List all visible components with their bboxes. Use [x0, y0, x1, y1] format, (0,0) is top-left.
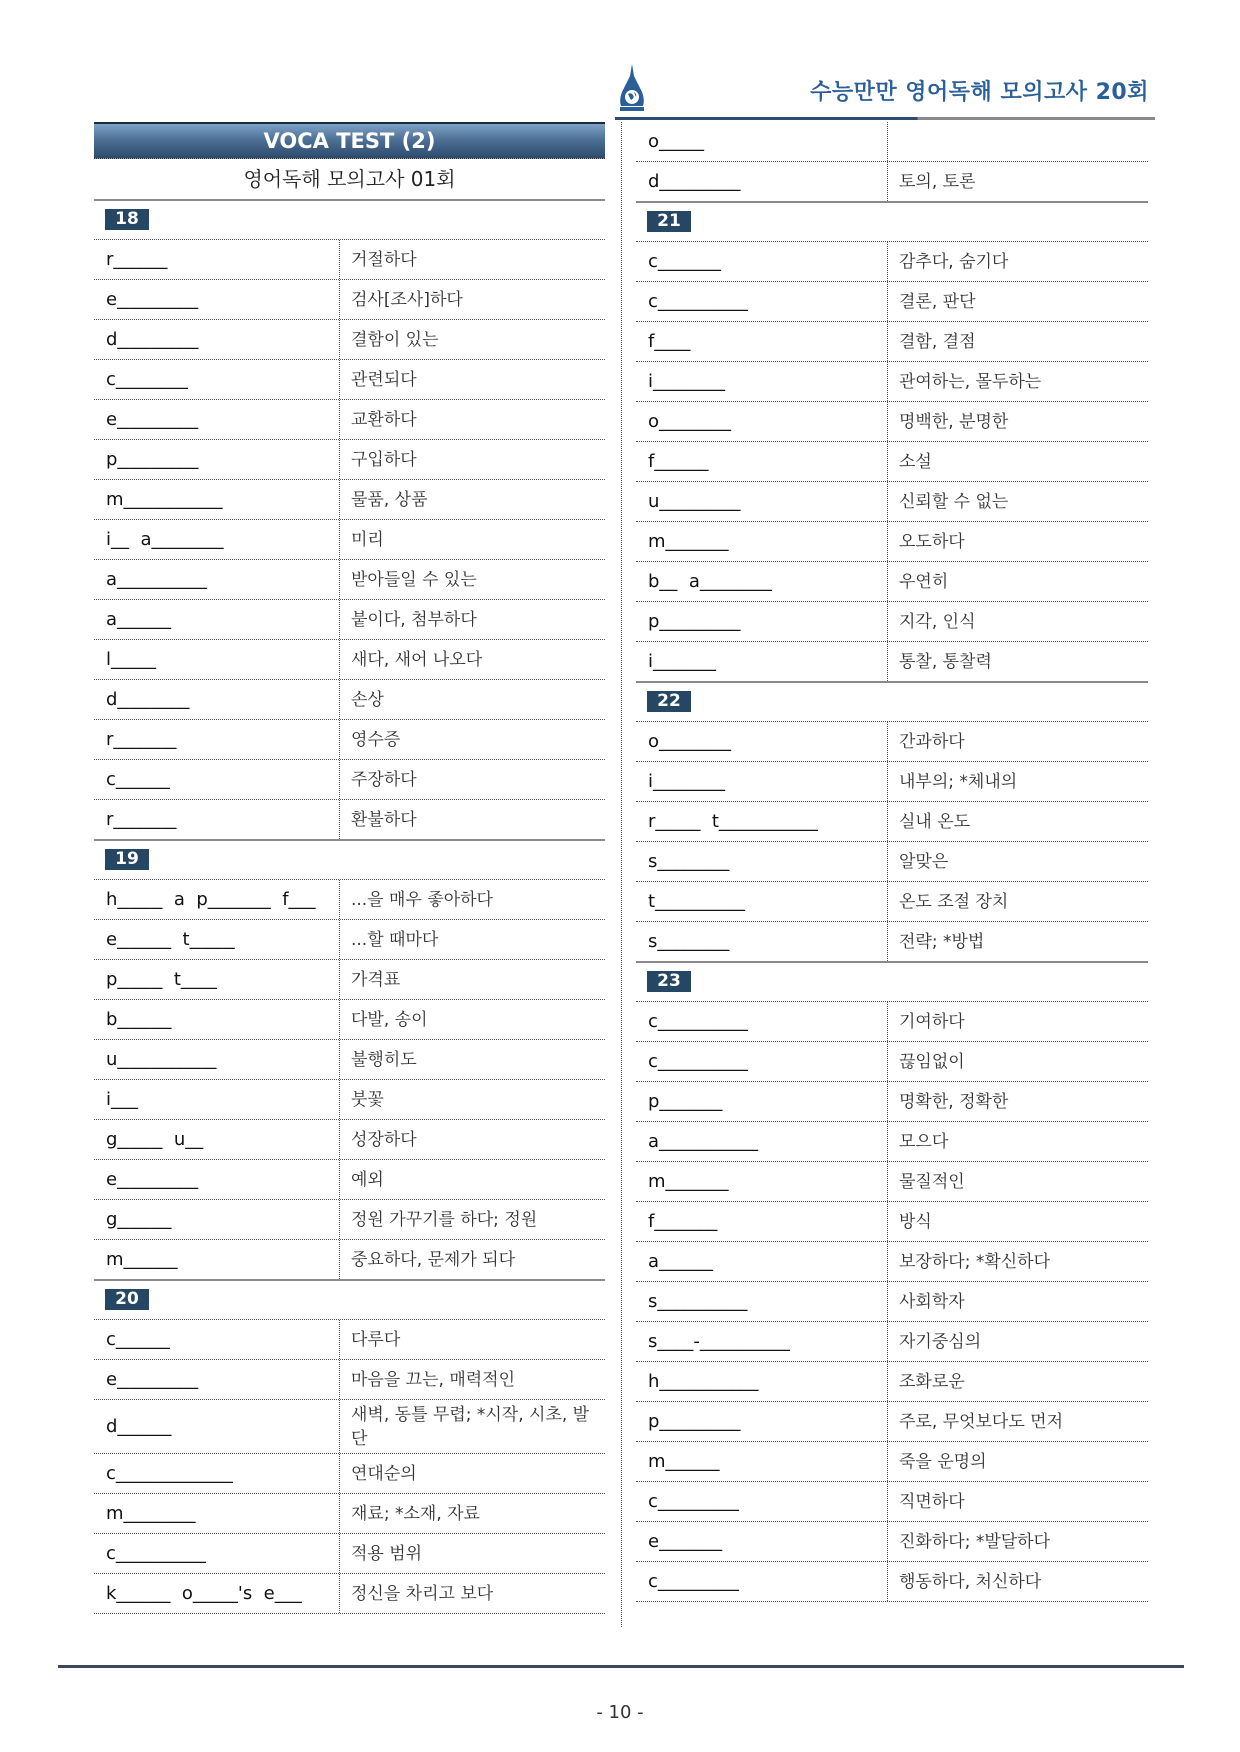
english-blank[interactable]: e_________ [94, 1360, 340, 1399]
vocab-section [94, 1281, 605, 1614]
korean-meaning: 교환하다 [351, 409, 417, 430]
korean-meaning: 죽을 운명의 [899, 1451, 987, 1472]
korean-meaning: 적용 범위 [351, 1543, 423, 1564]
english-blank[interactable]: i__ a________ [94, 520, 340, 559]
korean-meaning: 자기중심의 [899, 1331, 982, 1352]
korean-meaning: 온도 조절 장치 [899, 891, 1009, 912]
english-blank[interactable]: l_____ [94, 640, 340, 679]
korean-meaning: 구입하다 [351, 449, 417, 470]
vocab-row [636, 482, 1148, 522]
vocab-row [94, 720, 605, 760]
vocab-row [636, 1562, 1148, 1602]
question-number-badge: 20 [105, 1289, 149, 1310]
korean-meaning: 물품, 상품 [351, 489, 428, 510]
vocab-row [636, 1122, 1148, 1162]
korean-meaning: 환불하다 [351, 809, 417, 830]
english-blank[interactable]: p_____ t____ [94, 960, 340, 999]
vocab-row [636, 802, 1148, 842]
korean-meaning: 사회학자 [899, 1291, 965, 1312]
english-blank[interactable]: c__________ [636, 1042, 888, 1081]
vocab-row [636, 1082, 1148, 1122]
english-blank[interactable]: u_________ [636, 482, 888, 521]
korean-meaning: 알맞은 [899, 851, 949, 872]
vocab-row [94, 320, 605, 360]
english-blank[interactable]: c_____________ [94, 1454, 340, 1493]
section-header [636, 683, 1148, 722]
section-header [94, 841, 605, 880]
question-number-badge: 23 [647, 971, 691, 992]
korean-meaning: 관여하는, 몰두하는 [899, 371, 1042, 392]
korean-meaning: 연대순의 [351, 1463, 417, 1484]
vocab-row [94, 640, 605, 680]
vocab-row [94, 520, 605, 560]
korean-meaning: 내부의; *체내의 [899, 771, 1018, 792]
vocab-row [94, 360, 605, 400]
korean-meaning: 조화로운 [899, 1371, 965, 1392]
section-header [636, 963, 1148, 1002]
english-blank[interactable]: r______ [94, 240, 340, 279]
english-blank[interactable]: g______ [94, 1200, 340, 1239]
section-header [636, 203, 1148, 242]
right-sections [636, 122, 1148, 1602]
korean-meaning: 실내 온도 [899, 811, 971, 832]
vocab-row [94, 1494, 605, 1534]
vocab-row [636, 602, 1148, 642]
english-blank[interactable]: o________ [636, 722, 888, 761]
vocab-row [94, 680, 605, 720]
vocab-row [94, 1400, 605, 1454]
vocab-row [636, 842, 1148, 882]
korean-meaning: 토의, 토론 [899, 171, 976, 192]
korean-meaning: 새벽, 동틀 무렵; *시작, 시초, 발단 [351, 1404, 590, 1449]
english-blank[interactable]: r_______ [94, 720, 340, 759]
korean-meaning: 신뢰할 수 없는 [899, 491, 1009, 512]
english-blank[interactable]: r_______ [94, 800, 340, 839]
korean-meaning: 지각, 인식 [899, 611, 976, 632]
english-blank[interactable]: i___ [94, 1080, 340, 1119]
right-column [636, 122, 1148, 1602]
vocab-row [636, 1042, 1148, 1082]
korean-meaning: 성장하다 [351, 1129, 417, 1150]
vocab-row [636, 402, 1148, 442]
english-blank[interactable]: b__ a________ [636, 562, 888, 601]
english-blank[interactable]: p_________ [636, 602, 888, 641]
header-title: 수능만만 영어독해 모의고사 20회 [810, 80, 1149, 105]
english-blank[interactable]: g_____ u__ [94, 1120, 340, 1159]
vocab-row [94, 880, 605, 920]
korean-meaning: 미리 [351, 529, 384, 550]
vocab-row [94, 1320, 605, 1360]
english-blank[interactable]: o________ [636, 402, 888, 441]
vocab-row [636, 1362, 1148, 1402]
english-blank[interactable]: m______ [636, 1442, 888, 1481]
english-blank[interactable]: s____-__________ [636, 1322, 888, 1361]
english-blank[interactable]: h_____ a p_______ f___ [94, 880, 340, 919]
english-blank[interactable]: e_________ [94, 1160, 340, 1199]
english-blank[interactable]: e_______ [636, 1522, 888, 1561]
korean-meaning: 보장하다; *확신하다 [899, 1251, 1051, 1272]
vocab-row [94, 1160, 605, 1200]
english-blank[interactable]: c_______ [636, 242, 888, 281]
vocab-row [636, 1002, 1148, 1042]
vocab-row [636, 1522, 1148, 1562]
vocab-row [636, 322, 1148, 362]
korean-meaning: 다루다 [351, 1329, 401, 1350]
korean-meaning: 전략; *방법 [899, 931, 985, 952]
korean-meaning: 중요하다, 문제가 되다 [351, 1249, 516, 1270]
vocab-row [636, 362, 1148, 402]
korean-meaning: 행동하다, 처신하다 [899, 1571, 1042, 1592]
question-number-badge: 18 [105, 209, 149, 230]
korean-meaning: 소설 [899, 451, 932, 472]
vocab-row [94, 1120, 605, 1160]
korean-meaning: 직면하다 [899, 1491, 965, 1512]
korean-meaning: 예외 [351, 1169, 384, 1190]
page-number: - 10 - [596, 1702, 644, 1723]
korean-meaning: ...할 때마다 [351, 929, 439, 950]
korean-meaning: 받아들일 수 있는 [351, 569, 477, 590]
english-blank[interactable]: f______ [636, 442, 888, 481]
vocab-row [94, 400, 605, 440]
english-blank[interactable]: c______ [94, 760, 340, 799]
english-blank[interactable]: c__________ [636, 1002, 888, 1041]
korean-meaning: 재료; *소재, 자료 [351, 1503, 480, 1524]
korean-meaning: 가격표 [351, 969, 401, 990]
vocab-row [636, 522, 1148, 562]
vocab-row [636, 282, 1148, 322]
english-blank[interactable]: a______ [94, 600, 340, 639]
english-blank[interactable]: e_________ [94, 280, 340, 319]
english-blank[interactable]: m___________ [94, 480, 340, 519]
vocab-row [636, 242, 1148, 282]
vocab-row [636, 1322, 1148, 1362]
vocab-row [636, 1202, 1148, 1242]
english-blank[interactable]: o_____ [636, 122, 888, 161]
english-blank[interactable]: m________ [94, 1494, 340, 1533]
vocab-row [94, 1040, 605, 1080]
english-blank[interactable]: b______ [94, 1000, 340, 1039]
vocab-section [94, 201, 605, 841]
vocab-row [636, 1162, 1148, 1202]
vocab-row [94, 560, 605, 600]
vocab-row [94, 240, 605, 280]
korean-meaning: 새다, 새어 나오다 [351, 649, 483, 670]
english-blank[interactable]: f____ [636, 322, 888, 361]
english-blank[interactable]: d_________ [636, 162, 888, 201]
left-sections [94, 201, 605, 1614]
question-number-badge: 22 [647, 691, 691, 712]
vocab-section [636, 203, 1148, 683]
footer-rule [58, 1665, 1184, 1668]
vocab-row [636, 1402, 1148, 1442]
korean-meaning: 손상 [351, 689, 384, 710]
english-blank[interactable]: m_______ [636, 1162, 888, 1201]
korean-meaning: ...을 매우 좋아하다 [351, 889, 493, 910]
korean-meaning: 결함, 결점 [899, 331, 976, 352]
vocab-row [636, 922, 1148, 963]
korean-meaning: 통찰, 통찰력 [899, 651, 992, 672]
english-blank[interactable]: c__________ [636, 282, 888, 321]
vocab-row [94, 960, 605, 1000]
english-blank[interactable]: i_______ [636, 642, 888, 681]
voca-test-banner: VOCA TEST (2) [94, 122, 605, 159]
korean-meaning: 명확한, 정확한 [899, 1091, 1009, 1112]
vocab-row [94, 760, 605, 800]
vocab-row [636, 122, 1148, 162]
english-blank[interactable]: p_________ [636, 1402, 888, 1441]
english-blank[interactable]: d______ [94, 1400, 340, 1453]
vocab-row [636, 722, 1148, 762]
korean-meaning: 마음을 끄는, 매력적인 [351, 1369, 516, 1390]
english-blank[interactable]: c__________ [94, 1534, 340, 1573]
vocab-row [94, 440, 605, 480]
left-column [94, 122, 605, 1614]
korean-meaning: 모으다 [899, 1131, 949, 1152]
english-blank[interactable]: p_______ [636, 1082, 888, 1121]
header-rule [615, 117, 1155, 120]
english-blank[interactable]: d_________ [94, 320, 340, 359]
section-header [94, 1281, 605, 1320]
english-blank[interactable]: c________ [94, 360, 340, 399]
english-blank[interactable]: e______ t_____ [94, 920, 340, 959]
english-blank[interactable]: a______ [636, 1242, 888, 1281]
korean-meaning: 정신을 차리고 보다 [351, 1583, 494, 1604]
vocab-row [94, 1240, 605, 1281]
vocab-section [636, 683, 1148, 963]
english-blank[interactable]: m______ [94, 1240, 340, 1279]
english-blank[interactable]: a___________ [636, 1122, 888, 1161]
korean-meaning: 방식 [899, 1211, 932, 1232]
page-header [615, 62, 1155, 120]
vocab-section [636, 963, 1148, 1602]
english-blank[interactable]: s________ [636, 922, 888, 961]
vocab-row [636, 442, 1148, 482]
column-divider [621, 122, 622, 1627]
question-number-badge: 19 [105, 849, 149, 870]
vocab-section [636, 122, 1148, 203]
vocab-row [94, 1454, 605, 1494]
vocab-row [636, 762, 1148, 802]
english-blank[interactable]: c______ [94, 1320, 340, 1359]
vocab-row [94, 1080, 605, 1120]
vocab-row [636, 1282, 1148, 1322]
english-blank[interactable]: i________ [636, 362, 888, 401]
vocab-row [94, 800, 605, 841]
english-blank[interactable]: m_______ [636, 522, 888, 561]
english-blank[interactable]: c_________ [636, 1562, 888, 1601]
english-blank[interactable]: i________ [636, 762, 888, 801]
english-blank[interactable]: p_________ [94, 440, 340, 479]
korean-meaning: 주장하다 [351, 769, 417, 790]
korean-meaning: 감추다, 숨기다 [899, 251, 1009, 272]
vocab-row [94, 280, 605, 320]
vocab-row [636, 642, 1148, 683]
english-blank[interactable]: r_____ t___________ [636, 802, 888, 841]
korean-meaning: 관련되다 [351, 369, 417, 390]
vocab-section [94, 841, 605, 1281]
korean-meaning: 명백한, 분명한 [899, 411, 1009, 432]
english-blank[interactable]: s__________ [636, 1282, 888, 1321]
korean-meaning: 진화하다; *발달하다 [899, 1531, 1051, 1552]
vocab-row [94, 1200, 605, 1240]
korean-meaning: 오도하다 [899, 531, 965, 552]
vocab-row [636, 162, 1148, 203]
korean-meaning: 붓꽃 [351, 1089, 384, 1110]
vocab-row [636, 1442, 1148, 1482]
vocab-row [94, 1360, 605, 1400]
korean-meaning: 결론, 판단 [899, 291, 976, 312]
english-blank[interactable]: s________ [636, 842, 888, 881]
korean-meaning: 불행히도 [351, 1049, 417, 1070]
korean-meaning: 영수증 [351, 729, 401, 750]
english-blank[interactable]: d________ [94, 680, 340, 719]
english-blank[interactable]: f_______ [636, 1202, 888, 1241]
english-blank[interactable]: c_________ [636, 1482, 888, 1521]
korean-meaning: 검사[조사]하다 [351, 289, 463, 310]
vocab-row [94, 1574, 605, 1614]
korean-meaning: 우연히 [899, 571, 949, 592]
test-subtitle: 영어독해 모의고사 01회 [94, 159, 605, 201]
korean-meaning: 물질적인 [899, 1171, 965, 1192]
vocab-row [94, 1000, 605, 1040]
korean-meaning: 정원 가꾸기를 하다; 정원 [351, 1209, 538, 1230]
vocab-row [94, 1534, 605, 1574]
vocab-row [636, 1242, 1148, 1282]
korean-meaning: 기여하다 [899, 1011, 965, 1032]
english-blank[interactable]: k______ o_____'s e___ [94, 1574, 340, 1613]
question-number-badge: 21 [647, 211, 691, 232]
korean-meaning: 결함이 있는 [351, 329, 439, 350]
vocab-row [636, 562, 1148, 602]
korean-meaning: 다발, 송이 [351, 1009, 428, 1030]
english-blank[interactable]: a__________ [94, 560, 340, 599]
korean-meaning: 거절하다 [351, 249, 417, 270]
english-blank[interactable]: u___________ [94, 1040, 340, 1079]
vocab-row [94, 920, 605, 960]
korean-meaning: 주로, 무엇보다도 먼저 [899, 1411, 1064, 1432]
vocab-row [636, 882, 1148, 922]
korean-meaning: 끊임없이 [899, 1051, 965, 1072]
pen-nib-globe-icon [615, 62, 649, 116]
english-blank[interactable]: h___________ [636, 1362, 888, 1401]
section-header [94, 201, 605, 240]
vocab-row [94, 600, 605, 640]
korean-meaning: 간과하다 [899, 731, 965, 752]
vocab-row [636, 1482, 1148, 1522]
korean-meaning: 붙이다, 첨부하다 [351, 609, 477, 630]
english-blank[interactable]: t__________ [636, 882, 888, 921]
vocab-row [94, 480, 605, 520]
english-blank[interactable]: e_________ [94, 400, 340, 439]
